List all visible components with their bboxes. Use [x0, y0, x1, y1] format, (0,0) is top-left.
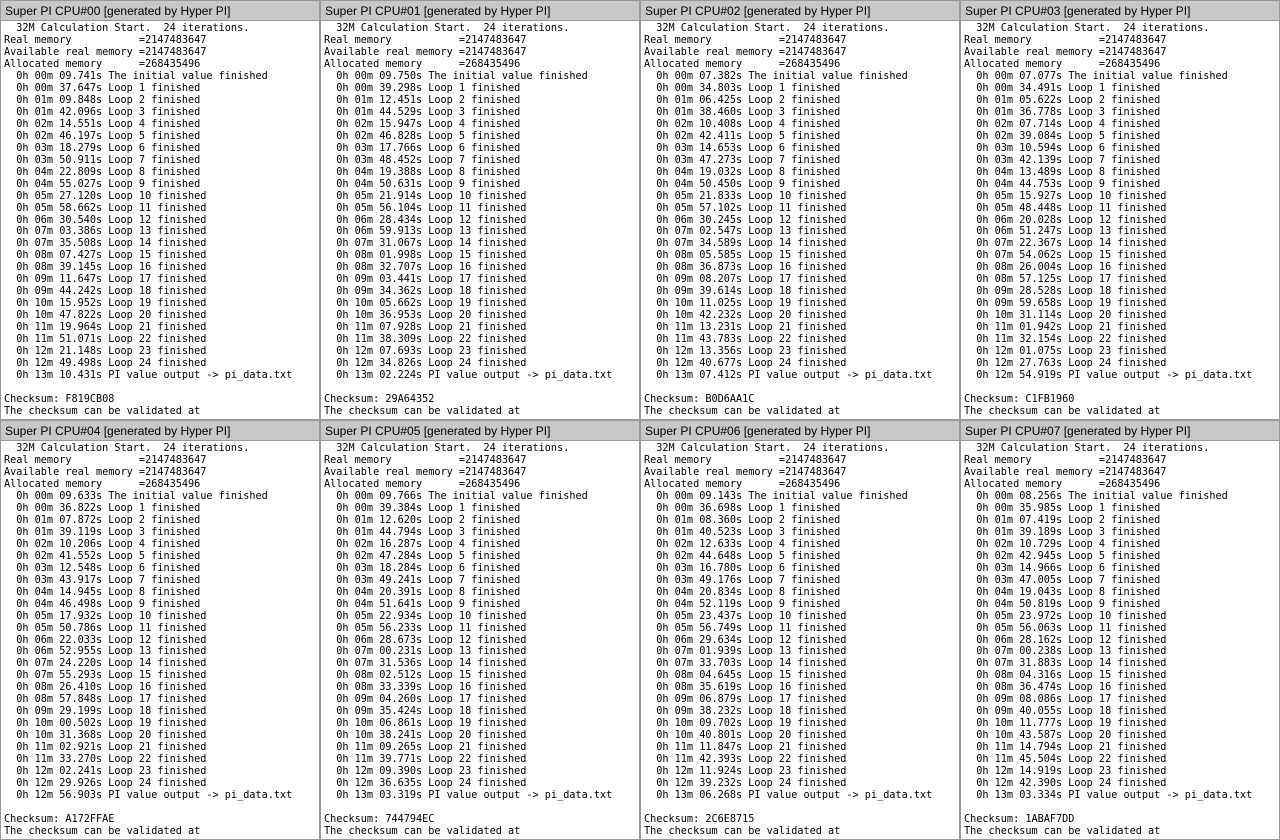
log-line: 0h 03m 18.279s Loop 6 finished: [4, 142, 201, 154]
window-title[interactable]: Super PI CPU#04 [generated by Hyper PI]: [1, 421, 319, 441]
log-line: 0h 12m 29.926s Loop 24 finished: [4, 778, 207, 790]
log-line: 0h 01m 06.425s Loop 2 finished: [644, 94, 841, 106]
log-line: 0h 04m 50.450s Loop 9 finished: [644, 178, 841, 190]
log-line: Checksum: C1FB1960: [964, 394, 1075, 406]
log-line: 0h 09m 40.055s Loop 18 finished: [964, 706, 1167, 718]
log-line: 0h 12m 39.232s Loop 24 finished: [644, 778, 847, 790]
log-line: 0h 07m 33.703s Loop 14 finished: [644, 658, 847, 670]
log-line: Allocated memory =268435496: [964, 478, 1161, 490]
log-line: 0h 12m 07.693s Loop 23 finished: [324, 346, 527, 358]
log-line: 0h 09m 04.260s Loop 17 finished: [324, 694, 527, 706]
log-line: 0h 00m 39.298s Loop 1 finished: [324, 82, 521, 94]
log-line: 0h 07m 34.589s Loop 14 finished: [644, 238, 847, 250]
log-line: 0h 01m 42.096s Loop 3 finished: [4, 106, 201, 118]
window-title[interactable]: Super PI CPU#06 [generated by Hyper PI]: [641, 421, 959, 441]
log-line: 0h 08m 39.145s Loop 16 finished: [4, 262, 207, 274]
log-line: 0h 04m 19.388s Loop 8 finished: [324, 166, 521, 178]
output-log: [961, 21, 1279, 419]
log-line: 0h 07m 31.067s Loop 14 finished: [324, 238, 527, 250]
log-line: The checksum can be validated at: [644, 826, 841, 837]
log-line: 0h 09m 34.362s Loop 18 finished: [324, 286, 527, 298]
log-line: Real memory =2147483647: [324, 34, 527, 46]
log-line: 0h 07m 00.238s Loop 13 finished: [964, 646, 1167, 658]
log-line: 0h 12m 27.763s Loop 24 finished: [964, 358, 1167, 370]
superpi-window-cpu03[interactable]: [960, 0, 1280, 420]
log-line: Real memory =2147483647: [964, 454, 1167, 466]
superpi-window-cpu07[interactable]: [960, 420, 1280, 840]
log-line: 0h 10m 05.662s Loop 19 finished: [324, 298, 527, 310]
log-line: 0h 09m 38.232s Loop 18 finished: [644, 706, 847, 718]
output-log: [641, 21, 959, 419]
output-log: [641, 441, 959, 839]
log-line: Allocated memory =268435496: [964, 58, 1161, 70]
log-line: Real memory =2147483647: [644, 34, 847, 46]
log-line: The checksum can be validated at: [324, 826, 521, 837]
log-line: 0h 11m 51.071s Loop 22 finished: [4, 334, 207, 346]
log-line: 0h 11m 14.794s Loop 21 finished: [964, 742, 1167, 754]
log-line: 0h 06m 51.247s Loop 13 finished: [964, 226, 1167, 238]
window-title[interactable]: Super PI CPU#05 [generated by Hyper PI]: [321, 421, 639, 441]
log-line: The checksum can be validated at: [4, 826, 201, 837]
log-line: 0h 05m 17.932s Loop 10 finished: [4, 610, 207, 622]
log-line: 0h 10m 38.241s Loop 20 finished: [324, 730, 527, 742]
log-line: [644, 802, 959, 814]
log-line: 0h 11m 07.928s Loop 21 finished: [324, 322, 527, 334]
log-line: Checksum: F819CB08: [4, 394, 115, 406]
log-line: 0h 01m 39.119s Loop 3 finished: [4, 526, 201, 538]
log-line: 0h 13m 02.224s PI value output -> pi_data.txt: [324, 370, 613, 382]
log-line: 0h 02m 15.947s Loop 4 finished: [324, 118, 521, 130]
log-line: 0h 06m 28.162s Loop 12 finished: [964, 634, 1167, 646]
log-line: [4, 382, 319, 394]
log-line: 0h 11m 42.393s Loop 22 finished: [644, 754, 847, 766]
log-line: 0h 07m 54.062s Loop 15 finished: [964, 250, 1167, 262]
log-line: 0h 07m 31.536s Loop 14 finished: [324, 658, 527, 670]
log-line: 32M Calculation Start. 24 iterations.: [324, 443, 570, 454]
log-line: 0h 06m 28.434s Loop 12 finished: [324, 214, 527, 226]
log-line: 0h 01m 08.360s Loop 2 finished: [644, 514, 841, 526]
log-line: Available real memory =2147483647: [964, 46, 1167, 58]
log-line: 0h 09m 08.207s Loop 17 finished: [644, 274, 847, 286]
log-line: 0h 08m 05.585s Loop 15 finished: [644, 250, 847, 262]
log-line: 0h 05m 50.786s Loop 11 finished: [4, 622, 207, 634]
log-line: 0h 01m 39.189s Loop 3 finished: [964, 526, 1161, 538]
log-line: 0h 03m 49.176s Loop 7 finished: [644, 574, 841, 586]
log-line: 0h 08m 35.619s Loop 16 finished: [644, 682, 847, 694]
log-line: 0h 10m 15.952s Loop 19 finished: [4, 298, 207, 310]
log-line: 0h 05m 27.120s Loop 10 finished: [4, 190, 207, 202]
log-line: 0h 05m 15.927s Loop 10 finished: [964, 190, 1167, 202]
log-line: 0h 06m 29.634s Loop 12 finished: [644, 634, 847, 646]
log-line: 0h 05m 56.233s Loop 11 finished: [324, 622, 527, 634]
log-line: 0h 05m 56.063s Loop 11 finished: [964, 622, 1167, 634]
log-line: 0h 12m 34.826s Loop 24 finished: [324, 358, 527, 370]
log-line: 0h 07m 00.231s Loop 13 finished: [324, 646, 527, 658]
output-log: [321, 21, 639, 419]
log-line: 0h 08m 02.512s Loop 15 finished: [324, 670, 527, 682]
log-line: 0h 08m 04.645s Loop 15 finished: [644, 670, 847, 682]
log-line: 0h 05m 23.972s Loop 10 finished: [964, 610, 1167, 622]
log-line: 0h 03m 50.911s Loop 7 finished: [4, 154, 201, 166]
log-line: 0h 00m 09.143s The initial value finished: [644, 490, 908, 502]
log-line: Available real memory =2147483647: [324, 466, 527, 478]
log-line: Available real memory =2147483647: [644, 466, 847, 478]
log-line: 0h 09m 29.199s Loop 18 finished: [4, 706, 207, 718]
log-line: 0h 04m 13.489s Loop 8 finished: [964, 166, 1161, 178]
log-line: 0h 09m 08.086s Loop 17 finished: [964, 694, 1167, 706]
output-log: [1, 21, 319, 419]
log-line: 32M Calculation Start. 24 iterations.: [964, 23, 1210, 34]
log-line: 0h 07m 01.939s Loop 13 finished: [644, 646, 847, 658]
log-line: 0h 07m 24.220s Loop 14 finished: [4, 658, 207, 670]
log-line: 0h 02m 12.633s Loop 4 finished: [644, 538, 841, 550]
log-line: 0h 00m 39.384s Loop 1 finished: [324, 502, 521, 514]
log-line: The checksum can be validated at: [964, 406, 1161, 417]
log-line: 0h 01m 44.794s Loop 3 finished: [324, 526, 521, 538]
log-line: 32M Calculation Start. 24 iterations.: [4, 443, 250, 454]
log-line: 0h 11m 09.265s Loop 21 finished: [324, 742, 527, 754]
log-line: 0h 05m 21.833s Loop 10 finished: [644, 190, 847, 202]
log-line: 0h 12m 13.356s Loop 23 finished: [644, 346, 847, 358]
log-line: The checksum can be validated at: [964, 826, 1161, 837]
log-line: 0h 00m 07.077s The initial value finished: [964, 70, 1228, 82]
log-line: 0h 06m 22.033s Loop 12 finished: [4, 634, 207, 646]
log-line: [4, 802, 319, 814]
log-line: 0h 08m 26.410s Loop 16 finished: [4, 682, 207, 694]
log-line: The checksum can be validated at: [324, 406, 521, 417]
log-line: 0h 03m 14.653s Loop 6 finished: [644, 142, 841, 154]
log-line: [644, 382, 959, 394]
log-line: Checksum: B0D6AA1C: [644, 394, 755, 406]
log-line: 0h 06m 52.955s Loop 13 finished: [4, 646, 207, 658]
log-line: 0h 05m 22.934s Loop 10 finished: [324, 610, 527, 622]
log-line: The checksum can be validated at: [4, 406, 201, 417]
log-line: 0h 00m 36.698s Loop 1 finished: [644, 502, 841, 514]
log-line: 0h 05m 21.914s Loop 10 finished: [324, 190, 527, 202]
log-line: 0h 11m 11.847s Loop 21 finished: [644, 742, 847, 754]
log-line: 0h 12m 09.390s Loop 23 finished: [324, 766, 527, 778]
log-line: 0h 08m 07.427s Loop 15 finished: [4, 250, 207, 262]
log-line: 0h 07m 22.367s Loop 14 finished: [964, 238, 1167, 250]
log-line: Allocated memory =268435496: [4, 478, 201, 490]
log-line: 0h 03m 47.273s Loop 7 finished: [644, 154, 841, 166]
log-line: 0h 12m 02.241s Loop 23 finished: [4, 766, 207, 778]
log-line: [964, 802, 1279, 814]
log-line: 0h 02m 44.648s Loop 5 finished: [644, 550, 841, 562]
log-line: 0h 05m 56.749s Loop 11 finished: [644, 622, 847, 634]
log-line: 0h 07m 03.386s Loop 13 finished: [4, 226, 207, 238]
log-line: Real memory =2147483647: [324, 454, 527, 466]
log-line: 0h 10m 11.025s Loop 19 finished: [644, 298, 847, 310]
log-line: 0h 02m 39.084s Loop 5 finished: [964, 130, 1161, 142]
log-line: 0h 13m 07.412s PI value output -> pi_data.txt: [644, 370, 933, 382]
log-line: Available real memory =2147483647: [4, 466, 207, 478]
log-line: 0h 03m 14.966s Loop 6 finished: [964, 562, 1161, 574]
log-line: Checksum: 744794EC: [324, 814, 435, 826]
log-line: 0h 05m 48.448s Loop 11 finished: [964, 202, 1167, 214]
log-line: 0h 07m 55.293s Loop 15 finished: [4, 670, 207, 682]
log-line: 0h 12m 01.075s Loop 23 finished: [964, 346, 1167, 358]
log-line: Available real memory =2147483647: [964, 466, 1167, 478]
log-line: 0h 13m 03.334s PI value output -> pi_data.txt: [964, 790, 1253, 802]
log-line: 0h 02m 47.284s Loop 5 finished: [324, 550, 521, 562]
log-line: 0h 01m 36.778s Loop 3 finished: [964, 106, 1161, 118]
log-line: 0h 08m 01.998s Loop 15 finished: [324, 250, 527, 262]
log-line: 0h 02m 42.411s Loop 5 finished: [644, 130, 841, 142]
log-line: 0h 11m 02.921s Loop 21 finished: [4, 742, 207, 754]
log-line: 0h 08m 33.339s Loop 16 finished: [324, 682, 527, 694]
log-line: 0h 02m 16.287s Loop 4 finished: [324, 538, 521, 550]
log-line: 0h 11m 38.309s Loop 22 finished: [324, 334, 527, 346]
log-line: 0h 04m 52.119s Loop 9 finished: [644, 598, 841, 610]
log-line: 0h 08m 57.125s Loop 17 finished: [964, 274, 1167, 286]
log-line: 0h 09m 44.242s Loop 18 finished: [4, 286, 207, 298]
log-line: 0h 02m 07.714s Loop 4 finished: [964, 118, 1161, 130]
log-line: 0h 00m 08.256s The initial value finished: [964, 490, 1228, 502]
log-line: 0h 10m 31.368s Loop 20 finished: [4, 730, 207, 742]
log-line: 0h 03m 48.452s Loop 7 finished: [324, 154, 521, 166]
log-line: 0h 03m 47.005s Loop 7 finished: [964, 574, 1161, 586]
log-line: 0h 01m 09.848s Loop 2 finished: [4, 94, 201, 106]
log-line: 0h 00m 37.647s Loop 1 finished: [4, 82, 201, 94]
window-title[interactable]: Super PI CPU#01 [generated by Hyper PI]: [321, 1, 639, 21]
log-line: 0h 03m 49.241s Loop 7 finished: [324, 574, 521, 586]
superpi-window-cpu00[interactable]: [0, 0, 320, 420]
log-line: 0h 09m 28.528s Loop 18 finished: [964, 286, 1167, 298]
log-line: 0h 12m 40.677s Loop 24 finished: [644, 358, 847, 370]
log-line: 0h 03m 18.284s Loop 6 finished: [324, 562, 521, 574]
log-line: 32M Calculation Start. 24 iterations.: [644, 443, 890, 454]
log-line: 0h 02m 10.408s Loop 4 finished: [644, 118, 841, 130]
log-line: 0h 04m 14.945s Loop 8 finished: [4, 586, 201, 598]
log-line: 0h 00m 09.750s The initial value finished: [324, 70, 588, 82]
log-line: 0h 12m 21.148s Loop 23 finished: [4, 346, 207, 358]
log-line: 0h 01m 12.451s Loop 2 finished: [324, 94, 521, 106]
log-line: 0h 04m 50.631s Loop 9 finished: [324, 178, 521, 190]
log-line: 0h 13m 06.268s PI value output -> pi_data.txt: [644, 790, 933, 802]
log-line: 0h 00m 35.985s Loop 1 finished: [964, 502, 1161, 514]
log-line: 0h 09m 11.647s Loop 17 finished: [4, 274, 207, 286]
log-line: 0h 00m 09.633s The initial value finished: [4, 490, 268, 502]
log-line: Real memory =2147483647: [4, 454, 207, 466]
log-line: 0h 03m 42.139s Loop 7 finished: [964, 154, 1161, 166]
log-line: 0h 11m 39.771s Loop 22 finished: [324, 754, 527, 766]
log-line: 0h 04m 20.834s Loop 8 finished: [644, 586, 841, 598]
log-line: 0h 05m 58.662s Loop 11 finished: [4, 202, 207, 214]
log-line: 0h 08m 32.707s Loop 16 finished: [324, 262, 527, 274]
log-line: 0h 10m 31.114s Loop 20 finished: [964, 310, 1167, 322]
log-line: The checksum can be validated at: [644, 406, 841, 417]
log-line: 0h 07m 35.508s Loop 14 finished: [4, 238, 207, 250]
log-line: 0h 10m 47.822s Loop 20 finished: [4, 310, 207, 322]
log-line: 32M Calculation Start. 24 iterations.: [964, 443, 1210, 454]
log-line: 0h 12m 49.498s Loop 24 finished: [4, 358, 207, 370]
window-title[interactable]: Super PI CPU#07 [generated by Hyper PI]: [961, 421, 1279, 441]
log-line: 0h 01m 38.460s Loop 3 finished: [644, 106, 841, 118]
log-line: 0h 13m 10.431s PI value output -> pi_data.txt: [4, 370, 293, 382]
log-line: 0h 11m 19.964s Loop 21 finished: [4, 322, 207, 334]
log-line: 0h 12m 14.919s Loop 23 finished: [964, 766, 1167, 778]
output-log: [321, 441, 639, 839]
superpi-window-cpu02[interactable]: [640, 0, 960, 420]
log-line: 0h 01m 44.529s Loop 3 finished: [324, 106, 521, 118]
log-line: Checksum: A172FFAE: [4, 814, 115, 826]
log-line: 0h 07m 02.547s Loop 13 finished: [644, 226, 847, 238]
log-line: Allocated memory =268435496: [644, 478, 841, 490]
log-line: 0h 10m 40.801s Loop 20 finished: [644, 730, 847, 742]
log-line: 0h 12m 36.635s Loop 24 finished: [324, 778, 527, 790]
log-line: 0h 02m 10.206s Loop 4 finished: [4, 538, 201, 550]
log-line: 0h 10m 36.953s Loop 20 finished: [324, 310, 527, 322]
log-line: 0h 01m 40.523s Loop 3 finished: [644, 526, 841, 538]
log-line: 0h 10m 09.702s Loop 19 finished: [644, 718, 847, 730]
log-line: 0h 11m 13.231s Loop 21 finished: [644, 322, 847, 334]
log-line: Allocated memory =268435496: [324, 58, 521, 70]
log-line: Available real memory =2147483647: [4, 46, 207, 58]
log-line: 0h 03m 10.594s Loop 6 finished: [964, 142, 1161, 154]
log-line: Real memory =2147483647: [644, 454, 847, 466]
log-line: 32M Calculation Start. 24 iterations.: [644, 23, 890, 34]
log-line: Allocated memory =268435496: [4, 58, 201, 70]
log-line: [324, 382, 639, 394]
log-line: Real memory =2147483647: [4, 34, 207, 46]
log-line: 0h 10m 11.777s Loop 19 finished: [964, 718, 1167, 730]
log-line: Available real memory =2147483647: [644, 46, 847, 58]
log-line: 0h 06m 30.540s Loop 12 finished: [4, 214, 207, 226]
log-line: Real memory =2147483647: [964, 34, 1167, 46]
log-line: Allocated memory =268435496: [324, 478, 521, 490]
log-line: 0h 13m 03.319s PI value output -> pi_data.txt: [324, 790, 613, 802]
log-line: 0h 00m 34.803s Loop 1 finished: [644, 82, 841, 94]
log-line: 0h 05m 23.437s Loop 10 finished: [644, 610, 847, 622]
log-line: 0h 00m 34.491s Loop 1 finished: [964, 82, 1161, 94]
log-line: Checksum: 29A64352: [324, 394, 435, 406]
log-line: 0h 08m 57.848s Loop 17 finished: [4, 694, 207, 706]
log-line: 0h 09m 59.658s Loop 19 finished: [964, 298, 1167, 310]
log-line: Allocated memory =268435496: [644, 58, 841, 70]
log-line: 0h 00m 07.382s The initial value finished: [644, 70, 908, 82]
log-line: 32M Calculation Start. 24 iterations.: [4, 23, 250, 34]
log-line: 0h 02m 10.729s Loop 4 finished: [964, 538, 1161, 550]
log-line: 0h 04m 51.641s Loop 9 finished: [324, 598, 521, 610]
log-line: [324, 802, 639, 814]
log-line: 0h 01m 12.620s Loop 2 finished: [324, 514, 521, 526]
log-line: 0h 02m 46.828s Loop 5 finished: [324, 130, 521, 142]
log-line: 0h 03m 43.917s Loop 7 finished: [4, 574, 201, 586]
log-line: 0h 06m 59.913s Loop 13 finished: [324, 226, 527, 238]
log-line: 0h 02m 41.552s Loop 5 finished: [4, 550, 201, 562]
log-line: 0h 04m 22.809s Loop 8 finished: [4, 166, 201, 178]
superpi-window-cpu04[interactable]: [0, 420, 320, 840]
log-line: 0h 07m 31.883s Loop 14 finished: [964, 658, 1167, 670]
log-line: 0h 09m 39.614s Loop 18 finished: [644, 286, 847, 298]
log-line: Available real memory =2147483647: [324, 46, 527, 58]
log-line: 0h 06m 30.245s Loop 12 finished: [644, 214, 847, 226]
log-line: 0h 01m 07.419s Loop 2 finished: [964, 514, 1161, 526]
log-line: 0h 04m 46.498s Loop 9 finished: [4, 598, 201, 610]
log-line: 0h 12m 11.924s Loop 23 finished: [644, 766, 847, 778]
log-line: 0h 11m 01.942s Loop 21 finished: [964, 322, 1167, 334]
log-line: 0h 03m 12.548s Loop 6 finished: [4, 562, 201, 574]
log-line: 0h 08m 36.474s Loop 16 finished: [964, 682, 1167, 694]
log-line: 0h 10m 06.861s Loop 19 finished: [324, 718, 527, 730]
log-line: 0h 02m 46.197s Loop 5 finished: [4, 130, 201, 142]
window-title[interactable]: Super PI CPU#03 [generated by Hyper PI]: [961, 1, 1279, 21]
log-line: 0h 11m 43.783s Loop 22 finished: [644, 334, 847, 346]
log-line: 0h 01m 07.872s Loop 2 finished: [4, 514, 201, 526]
superpi-window-cpu05[interactable]: [320, 420, 640, 840]
log-line: 0h 11m 33.270s Loop 22 finished: [4, 754, 207, 766]
log-line: 0h 09m 06.879s Loop 17 finished: [644, 694, 847, 706]
log-line: 0h 09m 35.424s Loop 18 finished: [324, 706, 527, 718]
log-line: 0h 01m 05.622s Loop 2 finished: [964, 94, 1161, 106]
log-line: 0h 03m 16.780s Loop 6 finished: [644, 562, 841, 574]
log-line: 0h 08m 36.873s Loop 16 finished: [644, 262, 847, 274]
log-line: 0h 10m 42.232s Loop 20 finished: [644, 310, 847, 322]
log-line: 0h 04m 50.819s Loop 9 finished: [964, 598, 1161, 610]
log-line: 0h 09m 03.441s Loop 17 finished: [324, 274, 527, 286]
log-line: 0h 06m 20.028s Loop 12 finished: [964, 214, 1167, 226]
log-line: 0h 04m 19.043s Loop 8 finished: [964, 586, 1161, 598]
log-line: Checksum: 1ABAF7DD: [964, 814, 1075, 826]
log-line: 0h 12m 56.903s PI value output -> pi_data.txt: [4, 790, 293, 802]
log-line: 0h 04m 19.032s Loop 8 finished: [644, 166, 841, 178]
superpi-window-cpu06[interactable]: [640, 420, 960, 840]
log-line: 0h 03m 17.766s Loop 6 finished: [324, 142, 521, 154]
log-line: 0h 12m 42.390s Loop 24 finished: [964, 778, 1167, 790]
window-title[interactable]: Super PI CPU#00 [generated by Hyper PI]: [1, 1, 319, 21]
log-line: 0h 04m 44.753s Loop 9 finished: [964, 178, 1161, 190]
log-line: 0h 08m 26.004s Loop 16 finished: [964, 262, 1167, 274]
log-line: 0h 05m 57.102s Loop 11 finished: [644, 202, 847, 214]
log-line: 0h 00m 09.741s The initial value finished: [4, 70, 268, 82]
log-line: 0h 06m 28.673s Loop 12 finished: [324, 634, 527, 646]
window-title[interactable]: Super PI CPU#02 [generated by Hyper PI]: [641, 1, 959, 21]
log-line: 0h 08m 04.316s Loop 15 finished: [964, 670, 1167, 682]
log-line: 0h 12m 54.919s PI value output -> pi_data.txt: [964, 370, 1253, 382]
log-line: 32M Calculation Start. 24 iterations.: [324, 23, 570, 34]
output-log: [1, 441, 319, 839]
log-line: 0h 11m 32.154s Loop 22 finished: [964, 334, 1167, 346]
log-line: [964, 382, 1279, 394]
log-line: 0h 10m 00.502s Loop 19 finished: [4, 718, 207, 730]
log-line: 0h 04m 20.391s Loop 8 finished: [324, 586, 521, 598]
log-line: 0h 05m 56.104s Loop 11 finished: [324, 202, 527, 214]
log-line: 0h 10m 43.587s Loop 20 finished: [964, 730, 1167, 742]
log-line: 0h 00m 09.766s The initial value finished: [324, 490, 588, 502]
log-line: Checksum: 2C6E8715: [644, 814, 755, 826]
log-line: 0h 02m 14.551s Loop 4 finished: [4, 118, 201, 130]
log-line: 0h 00m 36.822s Loop 1 finished: [4, 502, 201, 514]
superpi-window-cpu01[interactable]: [320, 0, 640, 420]
output-log: [961, 441, 1279, 839]
log-line: 0h 04m 55.027s Loop 9 finished: [4, 178, 201, 190]
log-line: 0h 11m 45.504s Loop 22 finished: [964, 754, 1167, 766]
log-line: 0h 02m 42.945s Loop 5 finished: [964, 550, 1161, 562]
